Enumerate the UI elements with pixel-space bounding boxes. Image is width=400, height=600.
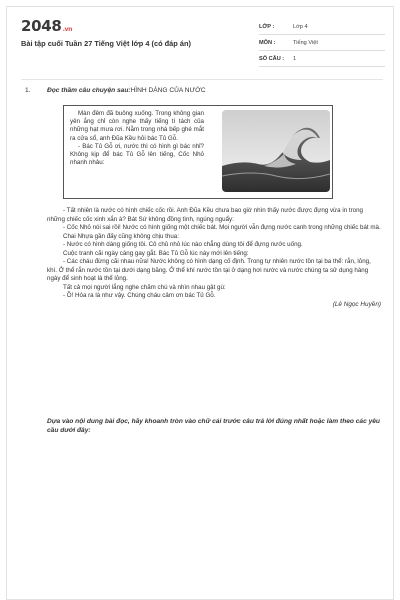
meta-row-subject <box>259 35 385 51</box>
meta-value: 1 <box>293 55 297 62</box>
logo-suffix: .vn <box>62 26 73 33</box>
meta-table <box>259 19 385 67</box>
story-paragraph: - Nước có hình dáng giống tôi. Cô chủ nhỏ lúc nào chẳng dùng tôi để đựng nước uống. <box>63 241 303 248</box>
meta-row-class <box>259 19 385 35</box>
question-number: 1. <box>25 87 31 94</box>
story-paragraph: - Các cháu đừng cãi nhau nữa! Nước không có hình dạng cố định. Trong tự nhiên nước tồn tại ba thể: rắn, lỏng, khí. Ở thể rắn nước tồn tại dưới dạng băng. Ở thể khí nước tồn tại ở dạng hơi nước và nước chúng ta sử dụng hàng ngày để sinh hoạt là thể lỏng. <box>47 258 371 282</box>
wave-icon <box>222 110 330 192</box>
meta-value: Tiếng Việt <box>293 39 318 46</box>
question-instruction: Dựa vào nội dung bài đọc, hãy khoanh tròn vào chữ cái trước câu trả lời đúng nhất hoặc làm theo các yêu cầu dưới đây: <box>47 418 380 434</box>
meta-value: Lớp 4 <box>293 23 308 30</box>
logo-text: 2048 <box>21 17 62 35</box>
story-paragraph: - Tất nhiên là nước có hình chiếc cốc rồi. Anh Đũa Kều chưa bao giờ nhìn thấy nước được đựng vừa in trong những chiếc cốc xinh xắn à? Bát Sứ không đồng tình, ngúng nguẩy: <box>47 207 363 223</box>
header-divider <box>21 79 383 80</box>
wave-image <box>222 110 330 192</box>
story-body <box>47 207 381 309</box>
story-paragraph: Tất cả mọi người lắng nghe chăm chú và nhìn nhau gật gù: <box>63 283 226 291</box>
passage-box <box>63 105 333 199</box>
story-paragraph: - Ồ! Hóa ra là như vậy. Chúng cháu cảm ơn bác Tủ Gỗ. <box>63 292 216 299</box>
story-paragraph: - Cốc Nhỏ nói sai rồi! Nước có hình giống một chiếc bát. Mọi người vẫn đựng nước canh trong những chiếc bát mà. <box>63 224 381 231</box>
meta-key: SỐ CÂU : <box>259 55 285 62</box>
meta-key: MÔN : <box>259 39 276 46</box>
story-title: HÌNH DÁNG CỦA NƯỚC <box>130 87 206 94</box>
passage-paragraph: Màn đêm đã buông xuống. Trong không gian yên ắng chỉ còn nghe thấy tiếng tí tách của những hạt mưa rơi. Nằm trong nhà bếp ghé mắt ra cửa sổ, anh Đũa Kều hỏi bác Tủ Gỗ. <box>70 110 204 142</box>
passage-paragraph: - Bác Tủ Gỗ ơi, nước thì có hình gì bác nhỉ? Không kịp để bác Tủ Gỗ lên tiếng, Cốc Nhỏ nhanh nhảu: <box>70 142 204 167</box>
meta-row-count <box>259 51 385 67</box>
story-paragraph: Chai Nhựa gần đấy cũng không chịu thua: <box>63 232 179 240</box>
story-source: (Lê Ngọc Huyền) <box>332 300 381 308</box>
story-paragraph: Cuộc tranh cãi ngày càng gay gắt. Bác Tủ Gỗ lúc này mới lên tiếng: <box>63 249 249 257</box>
document-header <box>7 7 395 75</box>
document-page <box>6 6 394 600</box>
question-intro-label: Đọc thầm câu chuyện sau: <box>47 87 131 94</box>
site-logo[interactable] <box>21 17 72 35</box>
question-intro <box>47 87 206 94</box>
document-title: Bài tập cuối Tuần 27 Tiếng Việt lớp 4 (có đáp án) <box>21 39 191 48</box>
meta-key: LỚP : <box>259 23 275 30</box>
